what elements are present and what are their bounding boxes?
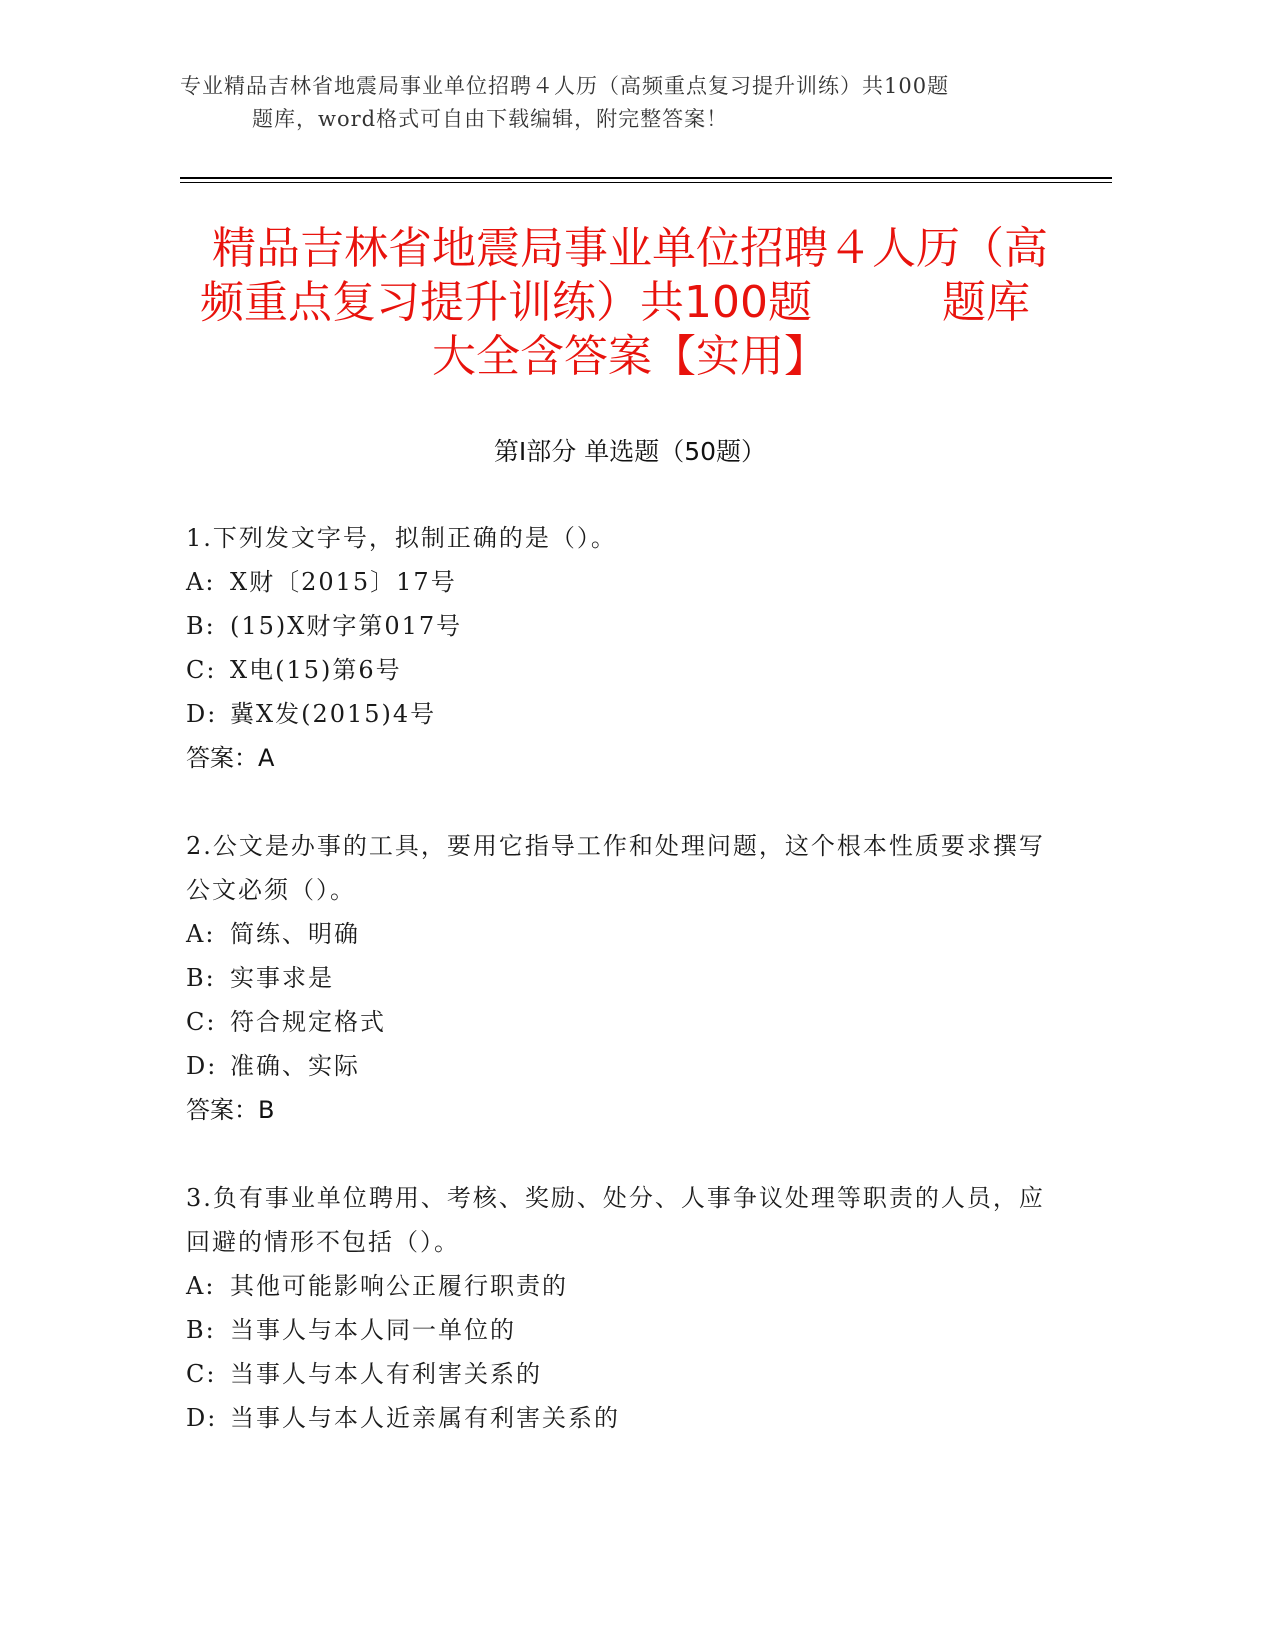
title-line2: [180, 276, 1080, 330]
option-b: [186, 956, 1066, 1000]
title-line1: 精品吉林省地震局事业单位招聘４人历（高: [212, 223, 1048, 274]
option-text: 简练、明确: [230, 920, 360, 948]
option-b: [186, 604, 1066, 648]
answer-label: 答案：: [186, 744, 258, 772]
header-divider-thin: [180, 182, 1112, 183]
option-key: A:: [186, 1272, 216, 1300]
header-note-line2: 题库，word格式可自由下载编辑，附完整答案！: [252, 107, 729, 131]
header-note-line1: 专业精品吉林省地震局事业单位招聘４人历（高频重点复习提升训练）共100题: [180, 74, 950, 98]
option-text: 符合规定格式: [230, 1008, 386, 1036]
option-text: 冀X发(2015)4号: [230, 700, 437, 728]
header-divider-thick: [180, 177, 1112, 179]
option-key: C:: [186, 656, 217, 684]
option-text: 准确、实际: [230, 1052, 360, 1080]
answer: [186, 1088, 1066, 1132]
option-text: (15)X财字第017号: [230, 612, 463, 640]
option-d: [186, 692, 1066, 736]
option-key: A:: [186, 568, 216, 596]
option-a: [186, 912, 1066, 956]
option-c: [186, 1000, 1066, 1044]
question-2: [186, 824, 1066, 1132]
option-key: D:: [186, 1052, 218, 1080]
option-key: B:: [186, 612, 216, 640]
option-a: [186, 560, 1066, 604]
title-line3: 大全含答案【实用】: [432, 331, 828, 382]
option-text: 当事人与本人近亲属有利害关系的: [230, 1404, 620, 1432]
option-text: 实事求是: [230, 964, 334, 992]
option-key: D:: [186, 700, 218, 728]
answer-value: B: [258, 1096, 275, 1124]
section-title: 第Ⅰ部分 单选题（50题）: [493, 437, 767, 466]
title-line2-part2: 题库: [941, 277, 1030, 328]
option-d: [186, 1396, 1066, 1440]
question-3: [186, 1176, 1066, 1440]
option-text: X电(15)第6号: [230, 656, 402, 684]
answer: [186, 736, 1066, 780]
question-1: [186, 516, 1066, 780]
option-b: [186, 1308, 1066, 1352]
option-key: C:: [186, 1008, 217, 1036]
option-c: [186, 648, 1066, 692]
option-text: X财〔2015〕17号: [230, 568, 457, 596]
option-d: [186, 1044, 1066, 1088]
header-note: [180, 70, 1060, 136]
option-text: 其他可能影响公正履行职责的: [230, 1272, 568, 1300]
option-key: B:: [186, 964, 216, 992]
title-line2-part1: 频重点复习提升训练）共100题: [200, 277, 812, 328]
option-text: 当事人与本人有利害关系的: [230, 1360, 542, 1388]
answer-value: A: [258, 744, 275, 772]
option-key: D:: [186, 1404, 218, 1432]
question-list: [186, 516, 1066, 1484]
question-text: 3.负有事业单位聘用、考核、奖励、处分、人事争议处理等职责的人员，应回避的情形不包括（）。: [186, 1184, 1045, 1256]
option-text: 当事人与本人同一单位的: [230, 1316, 516, 1344]
option-c: [186, 1352, 1066, 1396]
option-key: A:: [186, 920, 216, 948]
question-text: 1.下列发文字号，拟制正确的是（）。: [186, 524, 617, 552]
document-title: [180, 222, 1080, 384]
option-key: B:: [186, 1316, 216, 1344]
option-key: C:: [186, 1360, 217, 1388]
question-text: 2.公文是办事的工具，要用它指导工作和处理问题，这个根本性质要求撰写公文必须（）。: [186, 832, 1045, 904]
option-a: [186, 1264, 1066, 1308]
answer-label: 答案：: [186, 1096, 258, 1124]
